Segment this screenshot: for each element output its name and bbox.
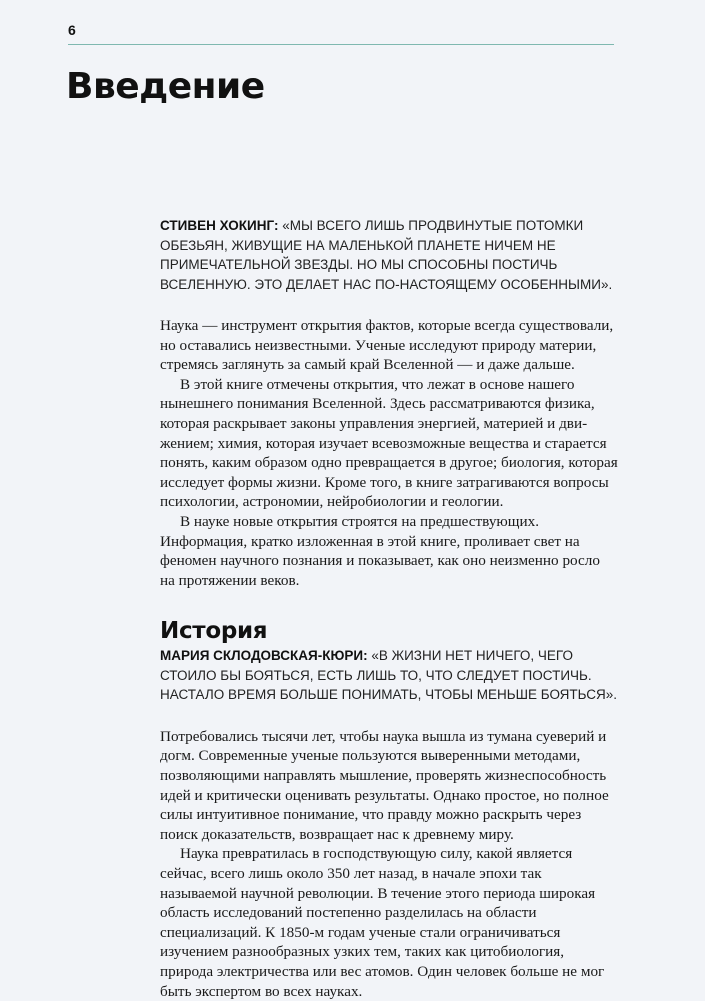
intro-quote-text: «МЫ ВСЕГО ЛИШЬ ПРОДВИНУТЫЕ ПОТОМКИ ОБЕЗЬЯН, ЖИВУЩИЕ НА МАЛЕНЬКОЙ ПЛАНЕТЕ НИЧЕМ НЕ ПРИМЕЧАТЕЛЬНОЙ ЗВЕЗДЫ. НО МЫ СПОСОБНЫ ПОСТИЧЬ ВСЕЛЕННУЮ. ЭТО ДЕЛАЕТ НАС ПО-НАСТОЯЩЕМУ ОСОБЕННЫМИ». <box>160 218 613 292</box>
content <box>160 216 618 1001</box>
history-quote-author: МАРИЯ СКЛОДОВСКАЯ-КЮРИ: <box>160 648 368 664</box>
history-quote-text: «В ЖИЗНИ НЕТ НИЧЕГО, ЧЕГО СТОИЛО БЫ БОЯТЬСЯ, ЕСТЬ ЛИШЬ ТО, ЧТО СЛЕДУЕТ ПОСТИЧЬ. НАСТАЛО ВРЕМЯ БОЛЬШЕ ПОНИМАТЬ, ЧТОБЫ МЕНЬШЕ БОЯТЬСЯ». <box>160 648 618 703</box>
intro-quote <box>160 216 618 294</box>
intro-quote-author: СТИВЕН ХОКИНГ: <box>160 218 279 233</box>
history-paragraph-2: Наука превратилась в господствующую силу, какой является сейчас, всего лишь около 350 лет назад, в начале эпохи так называемой научной революции. В течение этого периода широкая область исследований постепенно разделилась на области специализаций. К 1850-м годам ученые стали ограничиваться изучением разнообразных узких тем, таких как цитобиология, природа электричества или вес атомов. Один человек больше не мог быть экспертом во всех науках. <box>160 845 605 1000</box>
chapter-title: Введение <box>66 66 265 107</box>
top-rule <box>68 44 614 45</box>
spacer <box>160 705 618 727</box>
history-quote <box>160 646 618 705</box>
intro-paragraph-1: Наука — инструмент открытия фактов, которые всегда существовали, но оставались неизвестными. Ученые исследуют природу материи, стремясь заглянуть за самый край Вселенной — и даже дальше. <box>160 317 614 374</box>
intro-paragraph-3: В науке новые открытия строятся на предшествующих. Информация, кратко изложенная в этой книге, проливает свет на феномен научного познания и показывает, как оно неизменно росло на протяжении веков. <box>160 512 600 589</box>
intro-paragraph-2: В этой книге отмечены открытия, что лежат в основе нашего нынешнего понимания Вселенной. Здесь рассматриваются физика, которая раскрывает законы управления энергией, материей и движением; химия, которая изучает всевозможные вещества и старается понять, каким образом одно превращается в другое; биология, которая исследует формы жизни. Кроме того, в книге затрагиваются вопросы психологии, астрономии, нейробиологии и геологии. <box>160 375 618 511</box>
section-title-history: История <box>160 618 268 645</box>
page-number: 6 <box>68 22 76 38</box>
spacer <box>160 294 618 316</box>
history-paragraph-1: Потребовались тысячи лет, чтобы наука вышла из тумана суеверий и догм. Современные ученые пользуются выверенными методами, позволяющими направлять мышление, проверять жизнеспособность идей и критически оценивать результаты. Однако простое, но полное силы интуитивное понимание, что правду можно раскрыть через поиск доказательств, возвращает нас к древнему миру. <box>160 727 609 843</box>
